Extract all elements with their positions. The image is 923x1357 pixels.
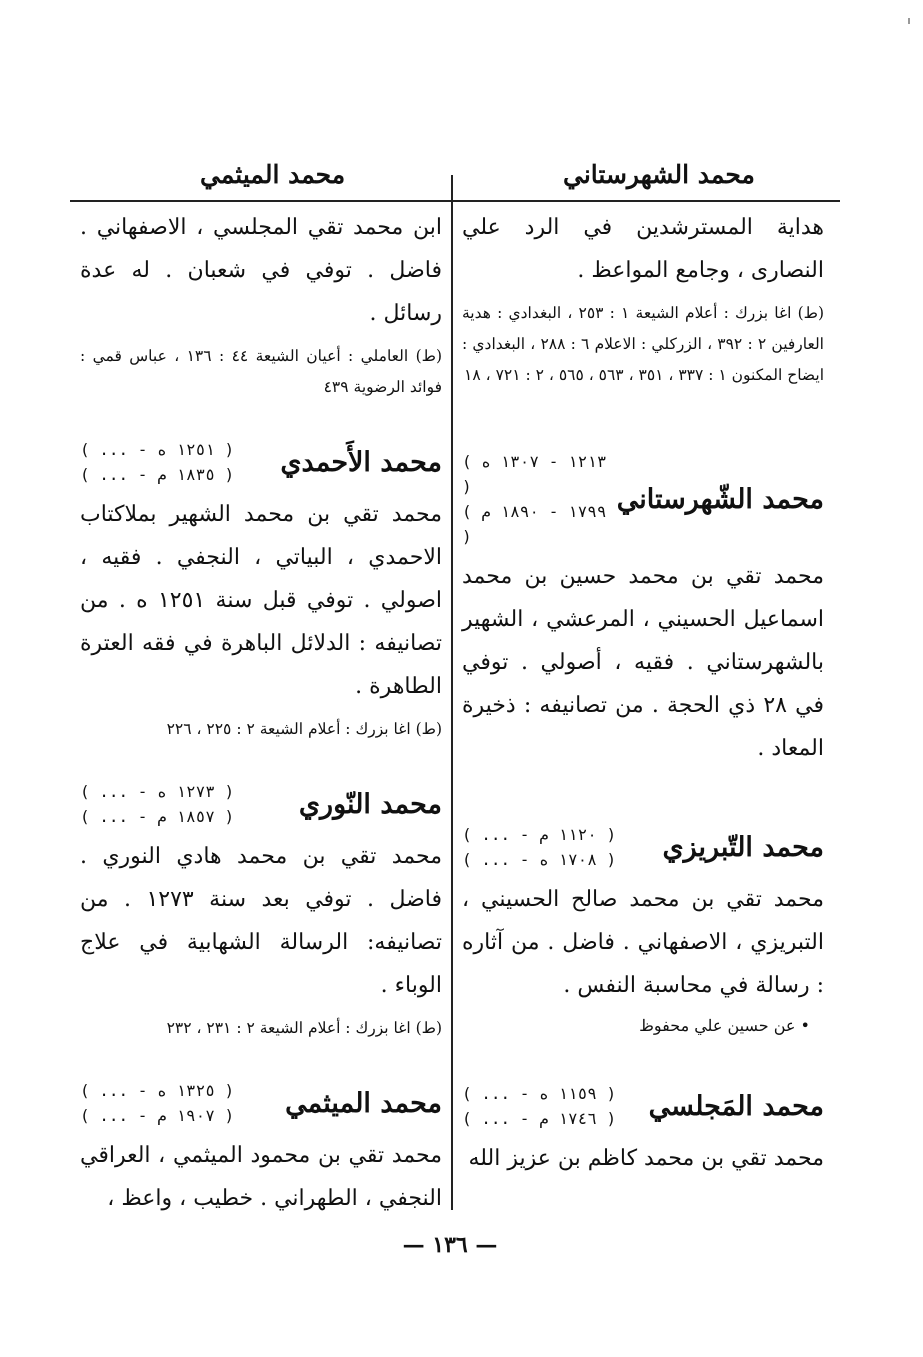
entry-name: محمد النّوري bbox=[298, 788, 442, 820]
entry-dates bbox=[462, 822, 616, 872]
entry-name: محمد الميثمي bbox=[285, 1087, 442, 1119]
entry-dates bbox=[80, 779, 234, 829]
running-header-left: محمد الميثمي bbox=[200, 160, 346, 189]
entry-body: محمد تقي بن محمد حسين بن محمد اسماعيل الحسيني ، المرعشي ، الشهير بالشهرستاني . فقيه ، أصولي . توفي في ٢٨ ذي الحجة . من تصانيفه : ذخيرة المعاد . bbox=[462, 564, 824, 761]
entry-heading bbox=[462, 1081, 824, 1131]
entry-dates bbox=[80, 437, 234, 487]
date-gregorian: ( ... - ١٨٥٧ م ) bbox=[80, 807, 235, 826]
column-divider bbox=[451, 175, 453, 1210]
left-column bbox=[80, 206, 442, 1220]
date-hijri: ( ... - ١٢٧٣ ه ) bbox=[80, 782, 235, 801]
page-number: — ١٣٦ — bbox=[402, 1232, 498, 1258]
date-hijri: ( ... - ١٧٠٨ ه ) bbox=[462, 850, 617, 869]
date-gregorian: ( ... - ١١٢٠ م ) bbox=[462, 825, 617, 844]
reference-note: (ط) اغا بزرك : أعلام الشيعة ٢ : ٢٢٥ ، ٢٢٦ bbox=[166, 720, 442, 738]
header-rule bbox=[70, 200, 840, 202]
entry-dates bbox=[80, 1078, 234, 1128]
entry-majlisi bbox=[462, 1081, 824, 1180]
entry-shahrestani bbox=[462, 449, 824, 770]
entry-dates bbox=[462, 1081, 616, 1131]
entry-heading bbox=[80, 779, 442, 829]
footnote-bullet: • عن حسين علي محفوظ bbox=[639, 1016, 810, 1035]
entry-body: محمد تقي بن محمود الميثمي ، العراقي النجفي ، الطهراني . خطيب ، واعظ ، bbox=[80, 1143, 442, 1211]
date-gregorian: ( ... - ١٩٠٧ م ) bbox=[80, 1106, 235, 1125]
continuation-text: هداية المسترشدين في الرد علي النصارى ، وجامع المواعظ . bbox=[462, 215, 824, 283]
entry-body: محمد تقي بن محمد كاظم بن عزيز الله bbox=[468, 1146, 824, 1171]
entry-body: محمد تقي بن محمد الشهير بملاكتاب الاحمدي ، البياتي ، النجفي . فقيه ، اصولي . توفي قبل سنة ١٢٥١ ه . من تصانيفه : الدلائل الباهرة في فقه العترة الطاهرة . bbox=[80, 502, 443, 699]
reference-note: (ط) العاملي : أعيان الشيعة ٤٤ : ١٣٦ ، عباس قمي : فوائد الرضوية ٤٣٩ bbox=[80, 347, 442, 396]
entry-heading bbox=[80, 1078, 442, 1128]
entry-nuri bbox=[80, 779, 442, 1044]
entry-ahmadi bbox=[80, 437, 442, 745]
date-hijri: ( ١٢١٣ - ١٣٠٧ ه ) bbox=[462, 452, 607, 496]
entry-heading bbox=[80, 437, 442, 487]
date-gregorian: ( ... - ١٧٤٦ م ) bbox=[462, 1109, 617, 1128]
date-hijri: ( ... - ١٣٢٥ ه ) bbox=[80, 1081, 235, 1100]
right-column bbox=[462, 206, 824, 1180]
entry-name: محمد الأَحمدي bbox=[280, 446, 442, 478]
entry-body: محمد تقي بن محمد صالح الحسيني ، التبريزي ، الاصفهاني . فاضل . من آثاره : رسالة في محاسبة النفس . bbox=[462, 887, 824, 998]
reference-note: (ط) اغا بزرك : أعلام الشيعة ٢ : ٢٣١ ، ٢٣٢ bbox=[166, 1019, 442, 1037]
entry-name: محمد المَجلسي bbox=[648, 1090, 824, 1122]
continuation-text: ابن محمد تقي المجلسي ، الاصفهاني . فاضل . توفي في شعبان . له عدة رسائل . bbox=[80, 215, 442, 326]
date-hijri: ( ... - ١١٥٩ ه ) bbox=[462, 1084, 617, 1103]
reference-note: (ط) اغا بزرك : أعلام الشيعة ١ : ٢٥٣ ، البغدادي : هدية العارفين ٢ : ٣٩٢ ، الزركلي : الاعلام ٦ : ٢٨٨ ، البغدادي : ايضاح المكنون ١ : ٣٣٧ ، ٣٥١ ، ٥٦٣ ، ٥٦٥ ، ٢ : ٧٢١ ، ١٨ bbox=[462, 304, 825, 384]
entry-tabrizi bbox=[462, 822, 824, 1041]
date-gregorian: ( ... - ١٨٣٥ م ) bbox=[80, 465, 235, 484]
date-hijri: ( ... - ١٢٥١ ه ) bbox=[80, 440, 235, 459]
entry-heading bbox=[462, 822, 824, 872]
date-gregorian: ( ١٧٩٩ - ١٨٩٠ م ) bbox=[462, 502, 607, 546]
entry-heading bbox=[462, 449, 824, 549]
entry-body: محمد تقي بن محمد هادي النوري . فاضل . توفي بعد سنة ١٢٧٣ . من تصانيفه: الرسالة الشهابية في علاج الوباء . bbox=[80, 844, 443, 998]
corner-mark bbox=[908, 18, 910, 24]
entry-dates bbox=[462, 449, 617, 549]
entry-name: محمد التّبريزي bbox=[662, 831, 824, 863]
entry-name: محمد الشّهرستاني bbox=[616, 483, 824, 515]
entry-maythami bbox=[80, 1078, 442, 1220]
running-header-right: محمد الشهرستاني bbox=[563, 160, 755, 189]
